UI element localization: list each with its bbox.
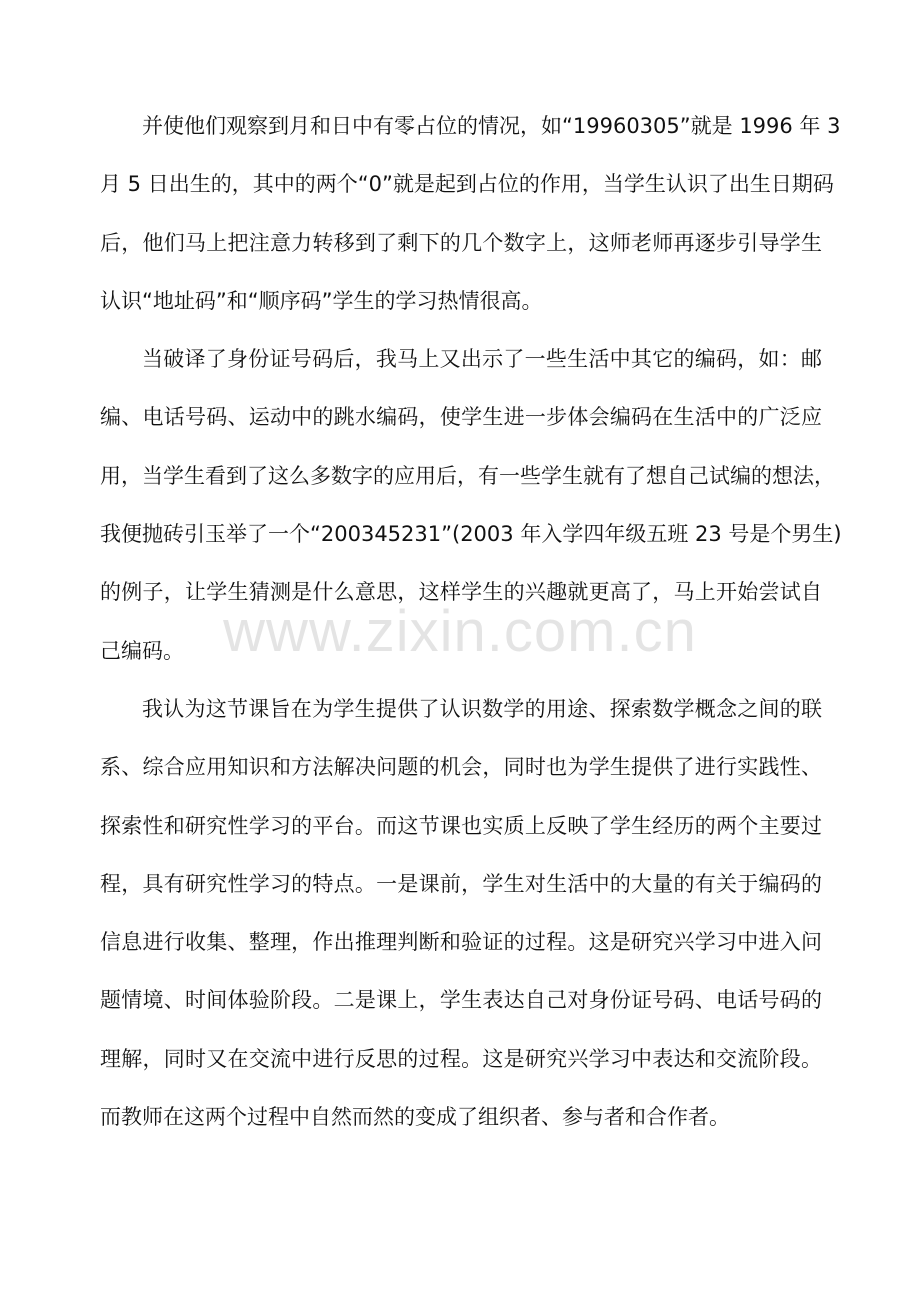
text-line: 并使他们观察到月和日中有零占位的情况，如“19960305”就是 1996 年 3	[142, 114, 841, 138]
text-line: 编、电话号码、运动中的跳水编码，使学生进一步体会编码在生活中的广泛应	[100, 405, 822, 430]
paragraph-1	[100, 104, 841, 337]
text-line: 用，当学生看到了这么多数字的应用后，有一些学生就有了想自己试编的想法，	[100, 463, 835, 488]
text-line: 程，具有研究性学习的特点。一是课前，学生对生活中的大量的有关于编码的	[100, 871, 822, 896]
paragraph-3	[100, 687, 822, 1153]
text-line: 题情境、时间体验阶段。二是课上，学生表达自己对身份证号码、电话号码的	[100, 988, 822, 1013]
text-line: 当破译了身份证号码后，我马上又出示了一些生活中其它的编码，如：邮	[142, 347, 822, 372]
text-line: 系、综合应用知识和方法解决问题的机会，同时也为学生提供了进行实践性、	[100, 755, 822, 780]
document-body	[100, 104, 842, 1153]
text-line: 后，他们马上把注意力转移到了剩下的几个数字上，这师老师再逐步引导学生	[100, 230, 822, 255]
text-line: 信息进行收集、整理，作出推理判断和验证的过程。这是研究兴学习中进入问	[100, 930, 822, 955]
text-line: 我便抛砖引玉举了一个“200345231”(2003 年入学四年级五班 23 号是个男生)	[100, 522, 842, 547]
paragraph-2	[100, 337, 842, 687]
text-line: 认识“地址码”和“顺序码”学生的学习热情很高。	[100, 288, 543, 313]
text-line: 己编码。	[100, 638, 184, 663]
watermark: www.zixin.com.cn	[223, 599, 697, 664]
text-line: 理解，同时又在交流中进行反思的过程。这是研究兴学习中表达和交流阶段。	[100, 1046, 822, 1071]
text-line: 我认为这节课旨在为学生提供了认识数学的用途、探索数学概念之间的联	[142, 696, 822, 721]
text-line: 而教师在这两个过程中自然而然的变成了组织者、参与者和合作者。	[100, 1105, 730, 1130]
text-line: 月 5 日出生的，其中的两个“0”就是起到占位的作用，当学生认识了出生日期码	[100, 172, 834, 197]
text-line: 探索性和研究性学习的平台。而这节课也实质上反映了学生经历的两个主要过	[100, 813, 822, 838]
text-line: 的例子，让学生猜测是什么意思，这样学生的兴趣就更高了，马上开始尝试自	[100, 580, 822, 605]
